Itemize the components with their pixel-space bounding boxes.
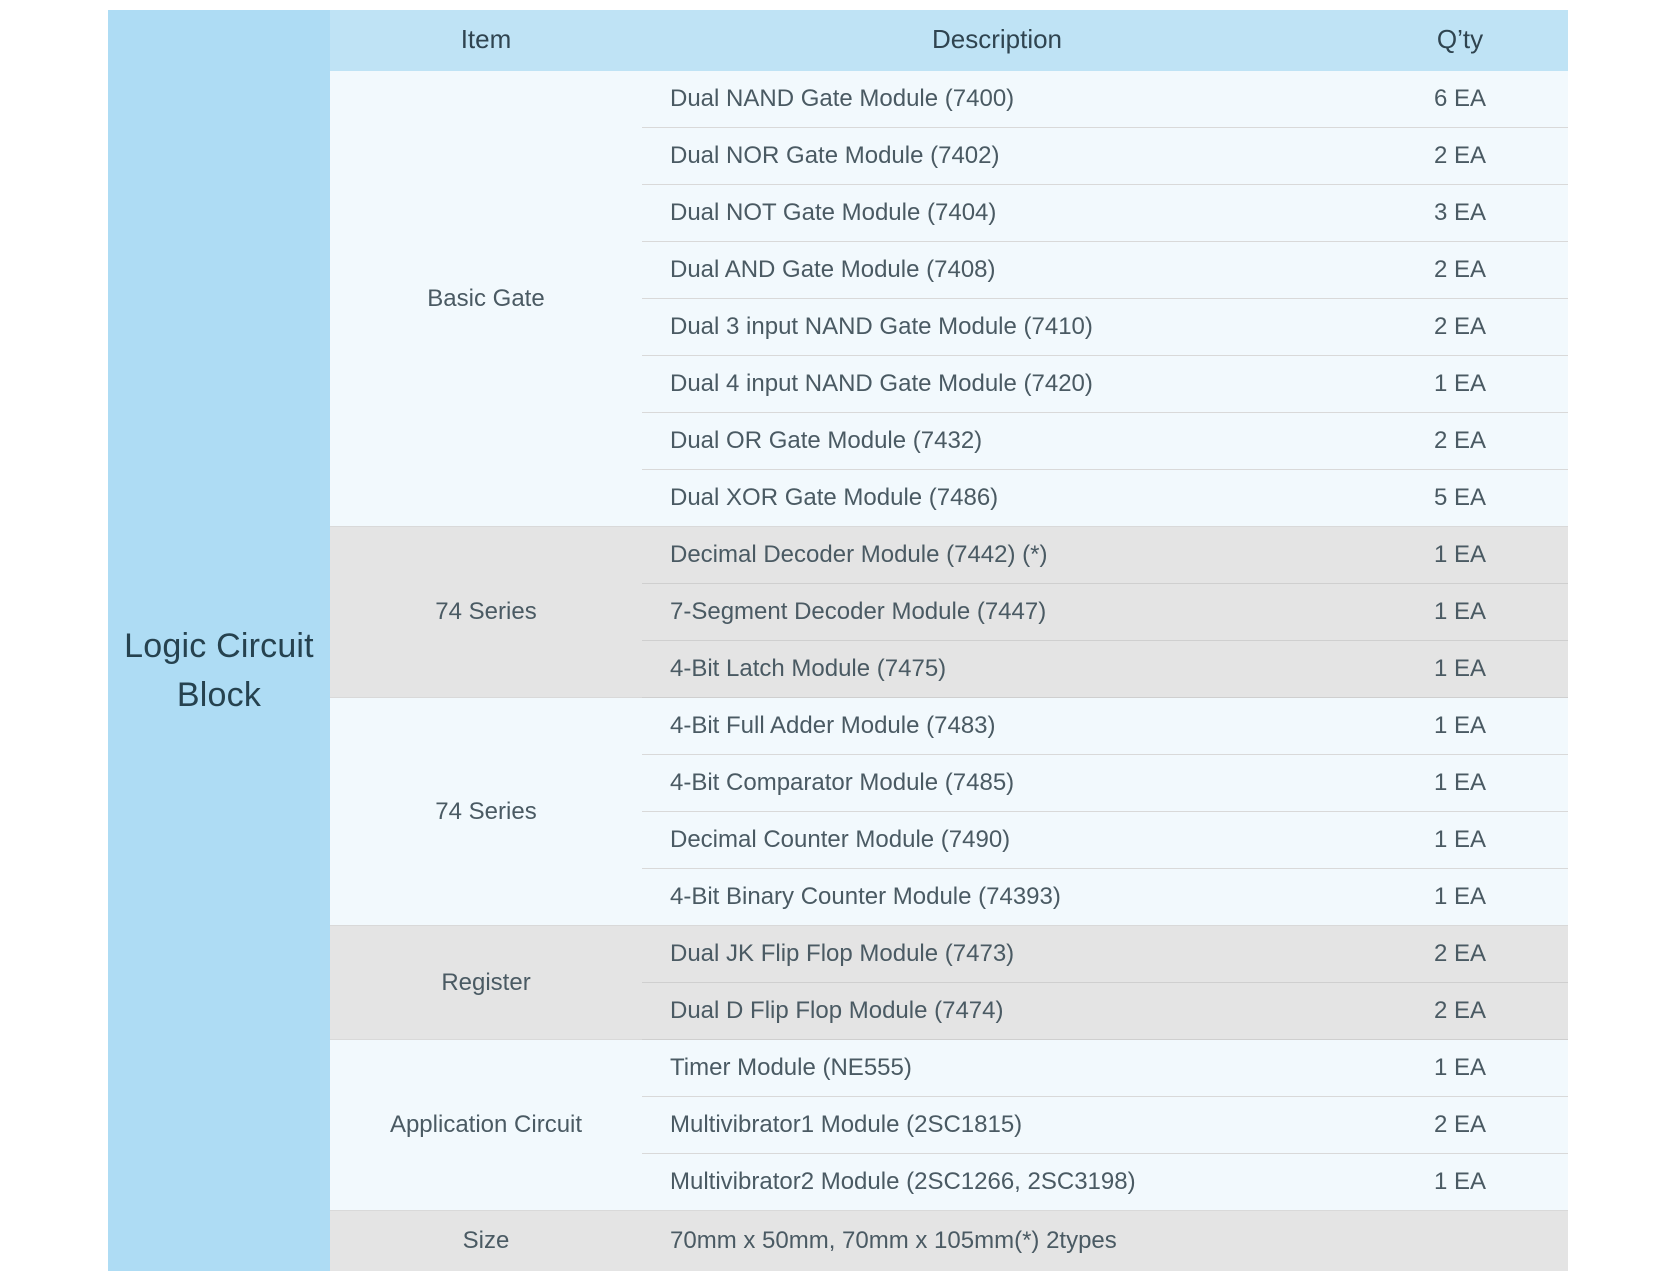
row-qty: 3 EA bbox=[1352, 185, 1568, 242]
size-value: 70mm x 50mm, 70mm x 105mm(*) 2types bbox=[642, 1211, 1568, 1272]
header-block-spacer bbox=[108, 10, 330, 71]
row-qty: 1 EA bbox=[1352, 755, 1568, 812]
header-qty: Q’ty bbox=[1352, 10, 1568, 71]
header-item: Item bbox=[330, 10, 642, 71]
row-qty: 2 EA bbox=[1352, 413, 1568, 470]
group-item-cell: Application Circuit bbox=[330, 1040, 642, 1211]
row-qty: 2 EA bbox=[1352, 926, 1568, 983]
row-qty: 1 EA bbox=[1352, 698, 1568, 755]
group-item-cell: 74 Series bbox=[330, 698, 642, 926]
row-description: Dual 4 input NAND Gate Module (7420) bbox=[642, 356, 1352, 413]
row-qty: 2 EA bbox=[1352, 128, 1568, 185]
spec-table-wrap bbox=[108, 10, 1568, 1271]
table-header bbox=[108, 10, 1568, 71]
row-description: Dual JK Flip Flop Module (7473) bbox=[642, 926, 1352, 983]
row-description: 4-Bit Latch Module (7475) bbox=[642, 641, 1352, 698]
row-qty: 1 EA bbox=[1352, 869, 1568, 926]
row-qty: 1 EA bbox=[1352, 584, 1568, 641]
row-description: Timer Module (NE555) bbox=[642, 1040, 1352, 1097]
row-description: Decimal Counter Module (7490) bbox=[642, 812, 1352, 869]
row-description: Decimal Decoder Module (7442) (*) bbox=[642, 527, 1352, 584]
group-item-cell: 74 Series bbox=[330, 527, 642, 698]
row-qty: 6 EA bbox=[1352, 71, 1568, 128]
row-qty: 2 EA bbox=[1352, 1097, 1568, 1154]
row-qty: 1 EA bbox=[1352, 356, 1568, 413]
row-qty: 1 EA bbox=[1352, 1040, 1568, 1097]
group-item-cell: Register bbox=[330, 926, 642, 1040]
row-description: 4-Bit Comparator Module (7485) bbox=[642, 755, 1352, 812]
row-description: Dual 3 input NAND Gate Module (7410) bbox=[642, 299, 1352, 356]
row-qty: 1 EA bbox=[1352, 527, 1568, 584]
row-qty: 2 EA bbox=[1352, 242, 1568, 299]
row-description: Dual OR Gate Module (7432) bbox=[642, 413, 1352, 470]
table-body bbox=[108, 71, 1568, 1271]
row-qty: 2 EA bbox=[1352, 299, 1568, 356]
row-qty: 2 EA bbox=[1352, 983, 1568, 1040]
row-description: 4-Bit Full Adder Module (7483) bbox=[642, 698, 1352, 755]
header-description: Description bbox=[642, 10, 1352, 71]
row-description: Dual NOT Gate Module (7404) bbox=[642, 185, 1352, 242]
row-qty: 1 EA bbox=[1352, 1154, 1568, 1211]
row-qty: 1 EA bbox=[1352, 641, 1568, 698]
row-description: 4-Bit Binary Counter Module (74393) bbox=[642, 869, 1352, 926]
row-description: 7-Segment Decoder Module (7447) bbox=[642, 584, 1352, 641]
row-description: Multivibrator1 Module (2SC1815) bbox=[642, 1097, 1352, 1154]
row-description: Dual NAND Gate Module (7400) bbox=[642, 71, 1352, 128]
logic-circuit-block-table bbox=[108, 10, 1568, 1271]
size-label: Size bbox=[330, 1211, 642, 1272]
block-title-line1: Logic Circuit bbox=[124, 626, 314, 665]
group-item-cell: Basic Gate bbox=[330, 71, 642, 527]
block-title-cell bbox=[108, 71, 330, 1271]
row-description: Dual XOR Gate Module (7486) bbox=[642, 470, 1352, 527]
table-row bbox=[108, 71, 1568, 128]
block-title-line2: Block bbox=[176, 676, 262, 714]
row-qty: 5 EA bbox=[1352, 470, 1568, 527]
header-row bbox=[108, 10, 1568, 71]
row-description: Dual D Flip Flop Module (7474) bbox=[642, 983, 1352, 1040]
row-description: Dual AND Gate Module (7408) bbox=[642, 242, 1352, 299]
row-qty: 1 EA bbox=[1352, 812, 1568, 869]
row-description: Multivibrator2 Module (2SC1266, 2SC3198) bbox=[642, 1154, 1352, 1211]
row-description: Dual NOR Gate Module (7402) bbox=[642, 128, 1352, 185]
